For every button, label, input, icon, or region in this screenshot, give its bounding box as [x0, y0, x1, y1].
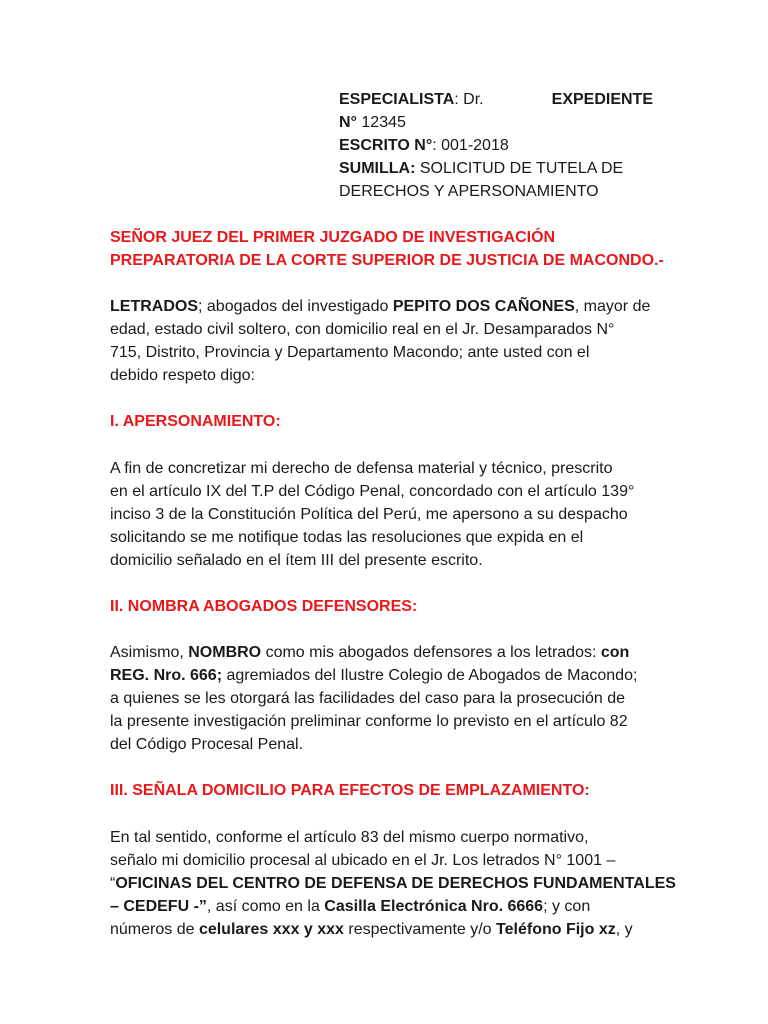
sumilla-value-1: SOLICITUD DE TUTELA DE — [415, 160, 624, 177]
investigado-name: PEPITO DOS CAÑONES — [392, 298, 575, 315]
section-1-line-2: en el artículo IX del T.P del Código Penal, concordado con el artículo 139° — [110, 483, 635, 500]
section-1-line-3: inciso 3 de la Constitución Política del Perú, me apersono a su despacho — [110, 506, 628, 523]
addressee-line-2: PREPARATORIA DE LA CORTE SUPERIOR DE JUSTICIA DE MACONDO.- — [110, 252, 664, 269]
numero-line — [339, 111, 655, 134]
sumilla-line — [339, 157, 655, 180]
section-2-line-1 — [110, 641, 629, 664]
intro-text: , mayor de — [574, 298, 651, 315]
celulares: celulares xxx y xxx — [198, 921, 344, 938]
reg-number: REG. Nro. 666; — [110, 667, 223, 684]
section-1-line-4: solicitando se me notifique todas las resoluciones que expida en el — [110, 529, 584, 546]
section-3-line-4 — [110, 895, 590, 918]
section-3-line-5 — [110, 918, 633, 941]
section-2-line-4: la presente investigación preliminar conforme lo previsto en el artículo 82 — [110, 713, 628, 730]
nombro-label: NOMBRO — [188, 644, 262, 661]
oficinas-name: OFICINAS DEL CENTRO DE DEFENSA DE DERECHOS FUNDAMENTALES — [115, 875, 676, 892]
section-3-title: III. SEÑALA DOMICILIO PARA EFECTOS DE EMPLAZAMIENTO: — [110, 782, 590, 799]
especialista-value: : Dr. — [454, 91, 484, 108]
section-3-text: , así como en la — [206, 898, 325, 915]
expediente-label: EXPEDIENTE — [551, 91, 653, 108]
section-2-line-3: a quienes se les otorgará las facilidades del caso para la prosecución de — [110, 690, 625, 707]
section-2-line-2 — [110, 664, 637, 687]
con-label: con — [600, 644, 630, 661]
letrados-label: LETRADOS — [110, 298, 198, 315]
section-3-text: números de — [110, 921, 199, 938]
especialista-label: ESPECIALISTA — [339, 91, 455, 108]
section-2-text: como mis abogados defensores a los letrados: — [261, 644, 601, 661]
addressee-line-1: SEÑOR JUEZ DEL PRIMER JUZGADO DE INVESTIGACIÓN — [110, 229, 556, 246]
escrito-value: : 001-2018 — [432, 137, 509, 154]
section-3-line-3 — [110, 872, 676, 895]
section-3-text: , y — [615, 921, 633, 938]
especialista-line — [339, 88, 655, 111]
section-2-title: II. NOMBRA ABOGADOS DEFENSORES: — [110, 598, 418, 615]
section-2-line-5: del Código Procesal Penal. — [110, 736, 304, 753]
section-3-text: ; y con — [543, 898, 591, 915]
numero-label: N° — [339, 114, 357, 131]
section-1-line-5: domicilio señalado en el ítem III del presente escrito. — [110, 552, 483, 569]
section-3-line-1: En tal sentido, conforme el artículo 83 del mismo cuerpo normativo, — [110, 829, 589, 846]
section-3-text: respectivamente y/o — [343, 921, 497, 938]
section-1-title: I. APERSONAMIENTO: — [110, 413, 281, 430]
escrito-line — [339, 134, 655, 157]
sumilla-value-2: DERECHOS Y APERSONAMIENTO — [339, 183, 599, 200]
section-3-line-2: señalo mi domicilio procesal al ubicado en el Jr. Los letrados N° 1001 – — [110, 852, 616, 869]
sumilla-line-2 — [339, 180, 655, 203]
casilla-electronica: Casilla Electrónica Nro. 6666 — [324, 898, 544, 915]
intro-line-2: edad, estado civil soltero, con domicilio real en el Jr. Desamparados N° — [110, 321, 615, 338]
section-1-line-1: A fin de concretizar mi derecho de defensa material y técnico, prescrito — [110, 460, 613, 477]
section-2-text: Asimismo, — [110, 644, 189, 661]
intro-line-1 — [110, 295, 650, 318]
intro-line-4: debido respeto digo: — [110, 367, 255, 384]
sumilla-label: SUMILLA: — [339, 160, 416, 177]
section-2-text: agremiados del Ilustre Colegio de Abogados de Macondo; — [222, 667, 638, 684]
intro-line-3: 715, Distrito, Provincia y Departamento Macondo; ante usted con el — [110, 344, 590, 361]
intro-text: ; abogados del investigado — [198, 298, 393, 315]
quote-mark: “ — [110, 875, 116, 892]
escrito-label: ESCRITO N° — [339, 137, 433, 154]
telefono-fijo: Teléfono Fijo xz — [496, 921, 616, 938]
cedefu-name: – CEDEFU -” — [110, 898, 207, 915]
numero-value: 12345 — [356, 114, 406, 131]
